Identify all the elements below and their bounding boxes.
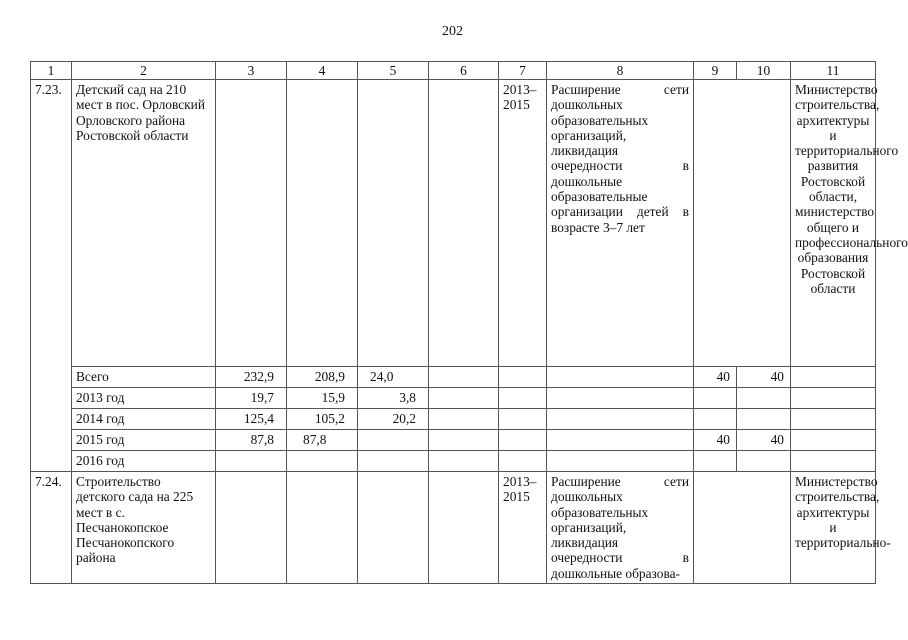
- cell: [358, 451, 429, 472]
- item-responsible: Министерство строительства, архитектуры и территориально-: [791, 472, 876, 584]
- item-goal: Расширение сети дошкольных образовательных организаций, ликвидация очередности в дошкольные образова-: [547, 472, 694, 584]
- header-row: [31, 62, 876, 80]
- cell: [358, 430, 429, 451]
- table-row: [31, 472, 876, 584]
- table-row: [31, 367, 876, 388]
- cell: 232,9: [216, 367, 287, 388]
- subrow-label: 2013 год: [72, 388, 216, 409]
- item-name: Строительство детского сада на 225 мест в с. Песчанокопское Песчанокопского района: [72, 472, 216, 584]
- cell: [737, 409, 791, 430]
- col-header: 6: [429, 62, 499, 80]
- item-number: 7.24.: [31, 472, 72, 584]
- cell: 40: [694, 430, 737, 451]
- col-header: 3: [216, 62, 287, 80]
- col-header: 1: [31, 62, 72, 80]
- item-period: 2013–2015: [499, 80, 547, 367]
- table-row: [31, 409, 876, 430]
- program-table: [30, 61, 908, 584]
- table-row: [31, 80, 876, 367]
- subrow-label: 2015 год: [72, 430, 216, 451]
- cell: [694, 451, 737, 472]
- cell: 20,2: [358, 409, 429, 430]
- subrow-label: 2016 год: [72, 451, 216, 472]
- cell: [216, 451, 287, 472]
- table-row: [31, 388, 876, 409]
- cell: 208,9: [287, 367, 358, 388]
- col-header: 11: [791, 62, 876, 80]
- col-header: 10: [737, 62, 791, 80]
- subrow-label: 2014 год: [72, 409, 216, 430]
- cell: 3,8: [358, 388, 429, 409]
- item-name: Детский сад на 210 мест в пос. Орловский Орловского района Ростовской области: [72, 80, 216, 367]
- cell: [694, 409, 737, 430]
- cell: [694, 388, 737, 409]
- cell: [287, 451, 358, 472]
- col-header: 4: [287, 62, 358, 80]
- table-row: [31, 430, 876, 451]
- col-header: 8: [547, 62, 694, 80]
- cell: 105,2: [287, 409, 358, 430]
- item-number: 7.23.: [31, 80, 72, 472]
- col-header: 5: [358, 62, 429, 80]
- subrow-label: Всего: [72, 367, 216, 388]
- page-number: 202: [442, 24, 463, 39]
- col-header: 9: [694, 62, 737, 80]
- table-row: [31, 451, 876, 472]
- cell: 125,4: [216, 409, 287, 430]
- cell: 40: [737, 430, 791, 451]
- cell: [737, 451, 791, 472]
- cell: 24,0: [358, 367, 429, 388]
- cell: 40: [694, 367, 737, 388]
- cell: 15,9: [287, 388, 358, 409]
- cell: 19,7: [216, 388, 287, 409]
- cell: 87,8: [287, 430, 358, 451]
- item-goal: Расширение сети дошкольных образовательных организаций, ликвидация очередности в дошкольные образовательные организации детей в возрасте 3–7 лет: [547, 80, 694, 367]
- col-header: 7: [499, 62, 547, 80]
- cell: 40: [737, 367, 791, 388]
- item-responsible: Министерство строительства, архитектуры и территориального развития Ростовской области, министерство общего и профессионального образования Ростовской области: [791, 80, 876, 367]
- cell: [737, 388, 791, 409]
- col-header: 2: [72, 62, 216, 80]
- cell: 87,8: [216, 430, 287, 451]
- item-period: 2013–2015: [499, 472, 547, 584]
